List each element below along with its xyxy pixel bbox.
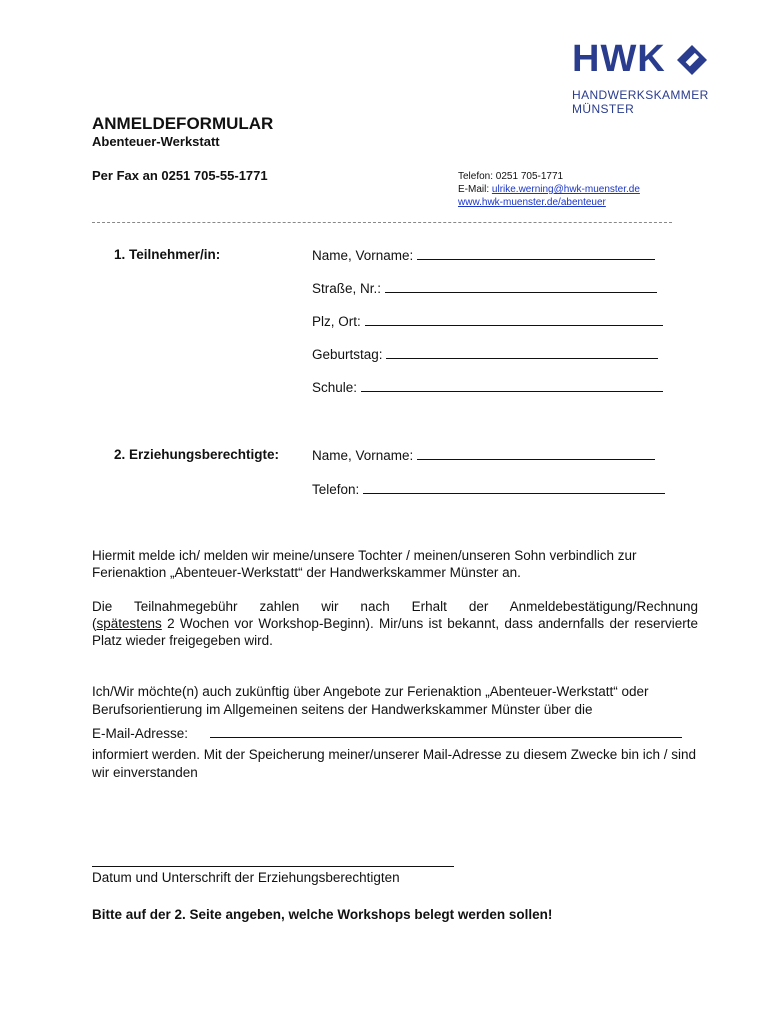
contact-email-link[interactable]: ulrike.werning@hwk-muenster.de <box>491 184 640 195</box>
registration-paragraph: Hiermit melde ich/ melden wir meine/unsere Tochter / meinen/unseren Sohn verbindlich zur Ferienaktion „Abenteuer-Werkstatt“ der Handwerkskammer Münster an. <box>92 548 637 580</box>
hwk-logo-line1: HANDWERKSKAMMER <box>572 88 709 102</box>
section2-label: 2. Erziehungsberechtigte: <box>114 447 280 462</box>
fee-paragraph-rest-text: 2 Wochen vor Workshop-Beginn). Mir/uns ist bekannt, dass andernfalls der reservierte Platz wieder freigegeben wird. <box>92 616 698 648</box>
form-title: ANMELDEFORMULAR <box>92 114 274 133</box>
participant-street-label: Straße, Nr.: <box>312 281 382 296</box>
consent-paragraph: informiert werden. Mit der Speicherung meiner/unserer Mail-Adresse zu diesem Zwecke bin ich / sind wir einverstanden <box>92 747 696 780</box>
participant-school-label: Schule: <box>312 380 358 395</box>
participant-name-label: Name, Vorname: <box>312 248 414 263</box>
fee-paragraph-rest <box>92 615 698 649</box>
email-address-label: E-Mail-Adresse: <box>92 726 189 741</box>
form-subtitle: Abenteuer-Werkstatt <box>92 134 220 149</box>
participant-birthday-label: Geburtstag: <box>312 347 383 362</box>
contact-email-row <box>458 183 640 196</box>
workshop-note: Bitte auf der 2. Seite angeben, welche Workshops belegt werden sollen! <box>92 907 553 922</box>
contact-block <box>458 170 640 209</box>
participant-name-input-line[interactable] <box>417 247 655 260</box>
guardian-phone-field <box>312 481 665 497</box>
guardian-name-input-line[interactable] <box>417 447 655 460</box>
participant-birthday-input-line[interactable] <box>386 346 658 359</box>
signature-label: Datum und Unterschrift der Erziehungsberechtigten <box>92 870 400 885</box>
participant-city-label: Plz, Ort: <box>312 314 361 329</box>
participant-street-field <box>312 280 657 296</box>
contact-website-row <box>458 196 640 209</box>
contact-email-label: E-Mail: <box>458 184 492 195</box>
participant-birthday-field <box>312 346 658 362</box>
newsletter-paragraph: Ich/Wir möchte(n) auch zukünftig über Angebote zur Ferienaktion „Abenteuer-Werkstatt“ oder Berufsorientierung im Allgemeinen seitens der Handwerkskammer Münster über die <box>92 684 649 717</box>
hwk-logo-wordmark: HWK <box>572 38 666 80</box>
hwk-logo-line2: MÜNSTER <box>572 102 635 116</box>
guardian-phone-label: Telefon: <box>312 482 360 497</box>
fee-paragraph <box>92 598 698 649</box>
participant-name-field <box>312 247 655 263</box>
participant-city-input-line[interactable] <box>365 313 663 326</box>
guardian-name-field <box>312 447 655 463</box>
contact-website-link[interactable]: www.hwk-muenster.de/abenteuer <box>458 197 606 208</box>
guardian-name-label: Name, Vorname: <box>312 448 414 463</box>
participant-city-field <box>312 313 663 329</box>
participant-school-field <box>312 379 663 395</box>
fee-paragraph-line1: Die Teilnahmegebühr zahlen wir nach Erhalt der Anmeldebestätigung/Rechnung <box>92 599 698 614</box>
email-address-input-line[interactable] <box>210 725 682 738</box>
section1-label: 1. Teilnehmer/in: <box>114 247 221 262</box>
fax-number: Per Fax an 0251 705-55-1771 <box>92 168 268 183</box>
hwk-logo-mark-icon <box>676 44 708 76</box>
hwk-logo-subtitle <box>572 88 709 116</box>
fee-deadline-emphasis: spätestens <box>96 616 162 631</box>
email-address-field <box>92 725 682 741</box>
signature-line[interactable] <box>92 866 454 867</box>
guardian-phone-input-line[interactable] <box>363 481 665 494</box>
participant-street-input-line[interactable] <box>385 280 657 293</box>
separator-line <box>92 222 672 223</box>
participant-school-input-line[interactable] <box>361 379 663 392</box>
contact-telefon: Telefon: 0251 705-1771 <box>458 171 564 182</box>
fee-paragraph-open: ( <box>92 616 97 631</box>
